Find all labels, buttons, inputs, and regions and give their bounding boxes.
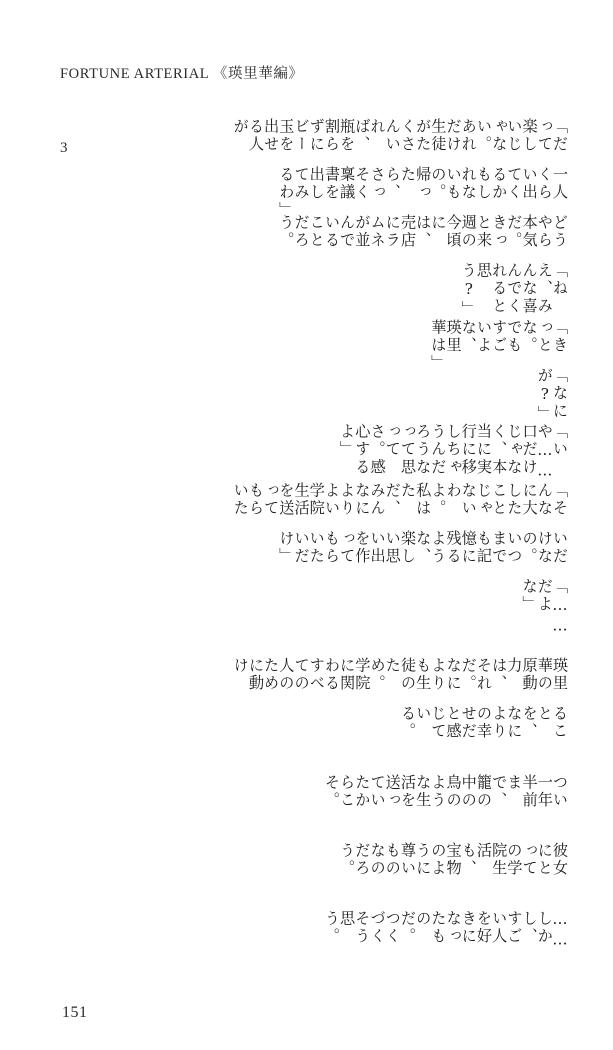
text-column: 「いや……口だけじゃなく、本当に実行に移しちゃうんだろうなって思ってさ。感心するよ」 — [338, 422, 569, 482]
running-header: FORTUNE ARTERIAL 《瑛里華編》 — [60, 66, 304, 82]
page-number: 151 — [62, 1004, 88, 1021]
section-number: 3 — [60, 140, 68, 156]
text-column: 彼女にとっての学院生活も、宝物のように尊いものなのだろう。 — [338, 841, 569, 878]
text-column: つい一年半前まで、籠の中の鳥のような生活を送っていたからこそ。 — [322, 773, 569, 810]
text-column: 「だって楽しいじゃない。あれだけ生徒がたくさんいれば、瓶を割らずにビー玉を出せる人が — [231, 118, 569, 154]
text-column: 「なにが?」 — [535, 366, 569, 423]
text-column: いだけなの。いつまでも記憶に残るような、楽しい思い出を作ってもらいたいだけ」 — [277, 530, 569, 566]
text-column: 瑛里華の原動力は、それだ。なによりも生徒のため。学院に関わるすべての人のために動け — [231, 657, 569, 693]
text-column: 一人くらい出てくるかもしれないもの。帰ったら、さっそく稟議書を出してみるわ」 — [277, 166, 569, 220]
vertical-body-text — [231, 118, 569, 958]
text-column: どうやら本気だ。きっと来週の今頃には、売店にラムネが並んでいることだろう。 — [277, 214, 569, 250]
text-column: 「きっとな。でもすごいよな、瑛里華は」 — [429, 318, 569, 373]
text-column: ……しかし、すごい人を好きになったものだ。つくづくそう思う。 — [322, 909, 569, 952]
text-column: 「……だよな」 — [520, 578, 569, 638]
text-column: ることを、なによりの幸せだと感じている。 — [398, 705, 569, 741]
text-column: 「そんなに大したことじゃないわよ。私はただ、みんなによりよい学院生活を送ってもらいた — [231, 481, 569, 518]
text-column: 「ねえ、みんな喜んでくれると思う?」 — [459, 262, 569, 319]
